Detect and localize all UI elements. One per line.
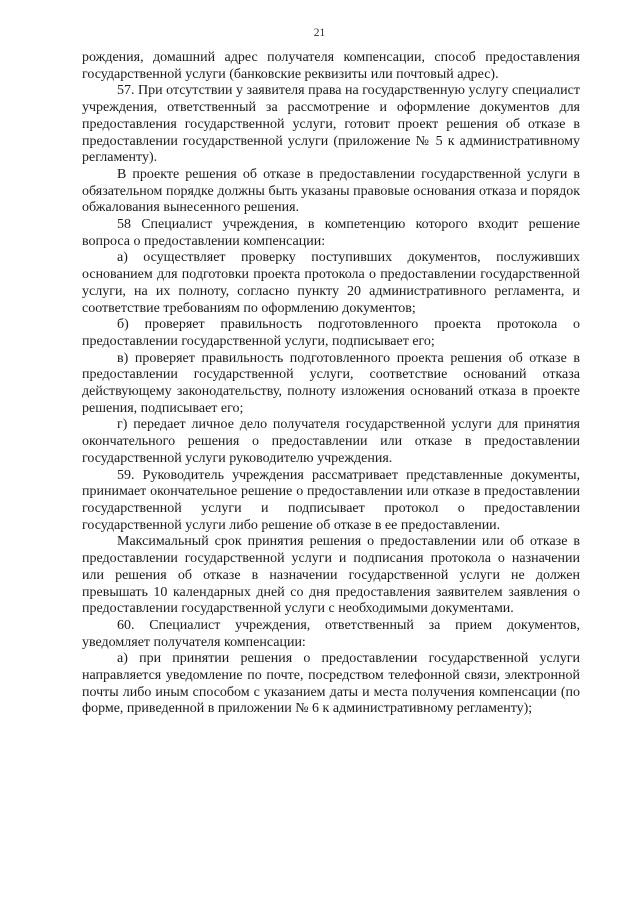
paragraph-58-a: а) осуществляет проверку поступивших документов, послуживших основанием для подготовки проекта протокола о предоставлении государственной услуги, на их полноту, согласно пункту 20 административного регламента, и соответствие требованиям по оформлению документов; <box>82 250 580 316</box>
paragraph-refusal-draft: В проекте решения об отказе в предоставлении государственной услуги в обязательном порядке должны быть указаны правовые основания отказа и порядок обжалования вынесенного решения. <box>82 166 580 216</box>
paragraph-59: 59. Руководитель учреждения рассматривает представленные документы, принимает окончательное решение о предоставлении или отказе в предоставлении государственной услуги и подписывает протокол о предоставлении государственной услуги либо решение об отказе в ее предоставлении. <box>82 467 580 533</box>
paragraph-max-term: Максимальный срок принятия решения о предоставлении или об отказе в предоставлении государственной услуги и подписания протокола о назначении или решения об отказе в назначении государственной услуги не должен превышать 10 календарных дней со дня предоставления заявителем заявления о предоставлении государственной услуги с необходимыми документами. <box>82 534 580 617</box>
document-body <box>82 50 580 718</box>
paragraph-60-a: а) при принятии решения о предоставлении государственной услуги направляется уведомление по почте, посредством телефонной связи, электронной почты либо иным способом с указанием даты и места получения компенсации (по форме, приведенной в приложении № 6 к административному регламенту); <box>82 651 580 717</box>
page-number: 21 <box>313 27 326 39</box>
paragraph-58-d: г) передает личное дело получателя государственной услуги для принятия окончательного решения о предоставлении или отказе в предоставлении государственной услуги руководителю учреждения. <box>82 417 580 466</box>
paragraph-58: 58 Специалист учреждения, в компетенцию которого входит решение вопроса о предоставлении компенсации: <box>82 217 580 249</box>
paragraph-58-c: в) проверяет правильность подготовленного проекта решения об отказе в предоставлении государственной услуги, соответствие оснований отказа действующему законодательству, полноту изложения оснований отказа в проекте решения, подписывает его; <box>82 350 580 416</box>
paragraph-continuation: рождения, домашний адрес получателя компенсации, способ предоставления государственной услуги (банковские реквизиты или почтовый адрес). <box>82 50 580 82</box>
paragraph-60: 60. Специалист учреждения, ответственный за прием документов, уведомляет получателя компенсации: <box>82 617 580 650</box>
paragraph-57: 57. При отсутствии у заявителя права на государственную услугу специалист учреждения, ответственный за рассмотрение и оформление документов для предоставления государственной услуги, готовит проект решения об отказе в предоставлении государственной услуги (приложение № 5 к административному регламенту). <box>82 83 580 166</box>
paragraph-58-b: б) проверяет правильность подготовленного проекта протокола о предоставлении государственной услуги, подписывает его; <box>82 317 580 349</box>
